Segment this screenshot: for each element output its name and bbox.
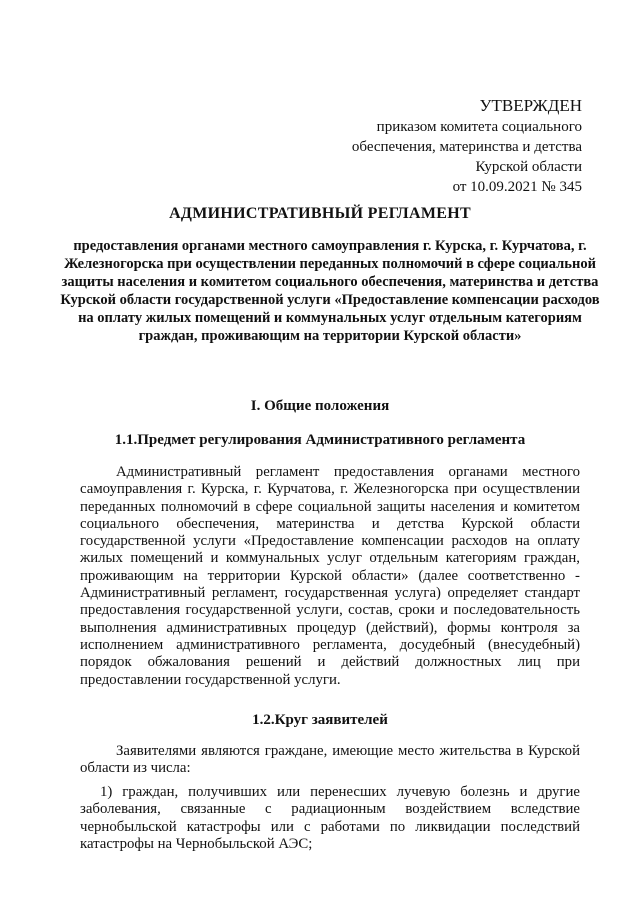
- approval-line: приказом комитета социального: [376, 119, 582, 135]
- subsection-heading: 1.1.Предмет регулирования Административного регламента: [114, 432, 526, 448]
- approval-line: Курской области: [475, 159, 582, 175]
- section-heading: I. Общие положения: [250, 398, 390, 414]
- paragraph: Административный регламент предоставления органами местного самоуправления г. Курска, г. Курчатова, г. Железногорска при осуществлении переданных полномочий в сфере социальной защиты населения и комитетом социального обеспечения, материнства и детства Курской области государственной услуги «Предоставление компенсации расходов на оплату жилых помещений и коммунальных услуг отдельным категориям граждан, проживающим на территории Курской области» (далее соответственно - Административный регламент, государственная услуга) определяет стандарт предоставления государственной услуги, состав, сроки и последовательность выполнения административных процедур (действий), формы контроля за исполнением административного регламента, досудебный (внесудебный) порядок обжалования решений и действий должностных лиц при предоставлении государственной услуги.: [80, 464, 580, 688]
- document-subtitle: предоставления органами местного самоуправления г. Курска, г. Курчатова, г. Железногорска при осуществлении переданных полномочий в сфере социальной защиты населения и комитетом социального обеспечения, материнства и детства Курской области государственной услуги «Предоставление компенсации расходов на оплату жилых помещений и коммунальных услуг отдельным категориям граждан, проживающим на территории Курской области»: [60, 238, 600, 344]
- approval-heading: УТВЕРЖДЕН: [479, 96, 582, 115]
- approval-date: от 10.09.2021 № 345: [452, 179, 582, 195]
- approval-stamp: [352, 95, 582, 197]
- approval-line: обеспечения, материнства и детства: [351, 139, 582, 155]
- subsection-heading: 1.2.Круг заявителей: [252, 712, 388, 728]
- document-title: АДМИНИСТРАТИВНЫЙ РЕГЛАМЕНТ: [169, 205, 471, 222]
- paragraph: Заявителями являются граждане, имеющие место жительства в Курской области из числа:: [80, 743, 580, 777]
- list-item: 1) граждан, получивших или перенесших лучевую болезнь и другие заболевания, связанные с радиационным воздействием вследствие чернобыльской катастрофы или с работами по ликвидации последствий катастрофы на Чернобыльской АЭС;: [80, 784, 580, 852]
